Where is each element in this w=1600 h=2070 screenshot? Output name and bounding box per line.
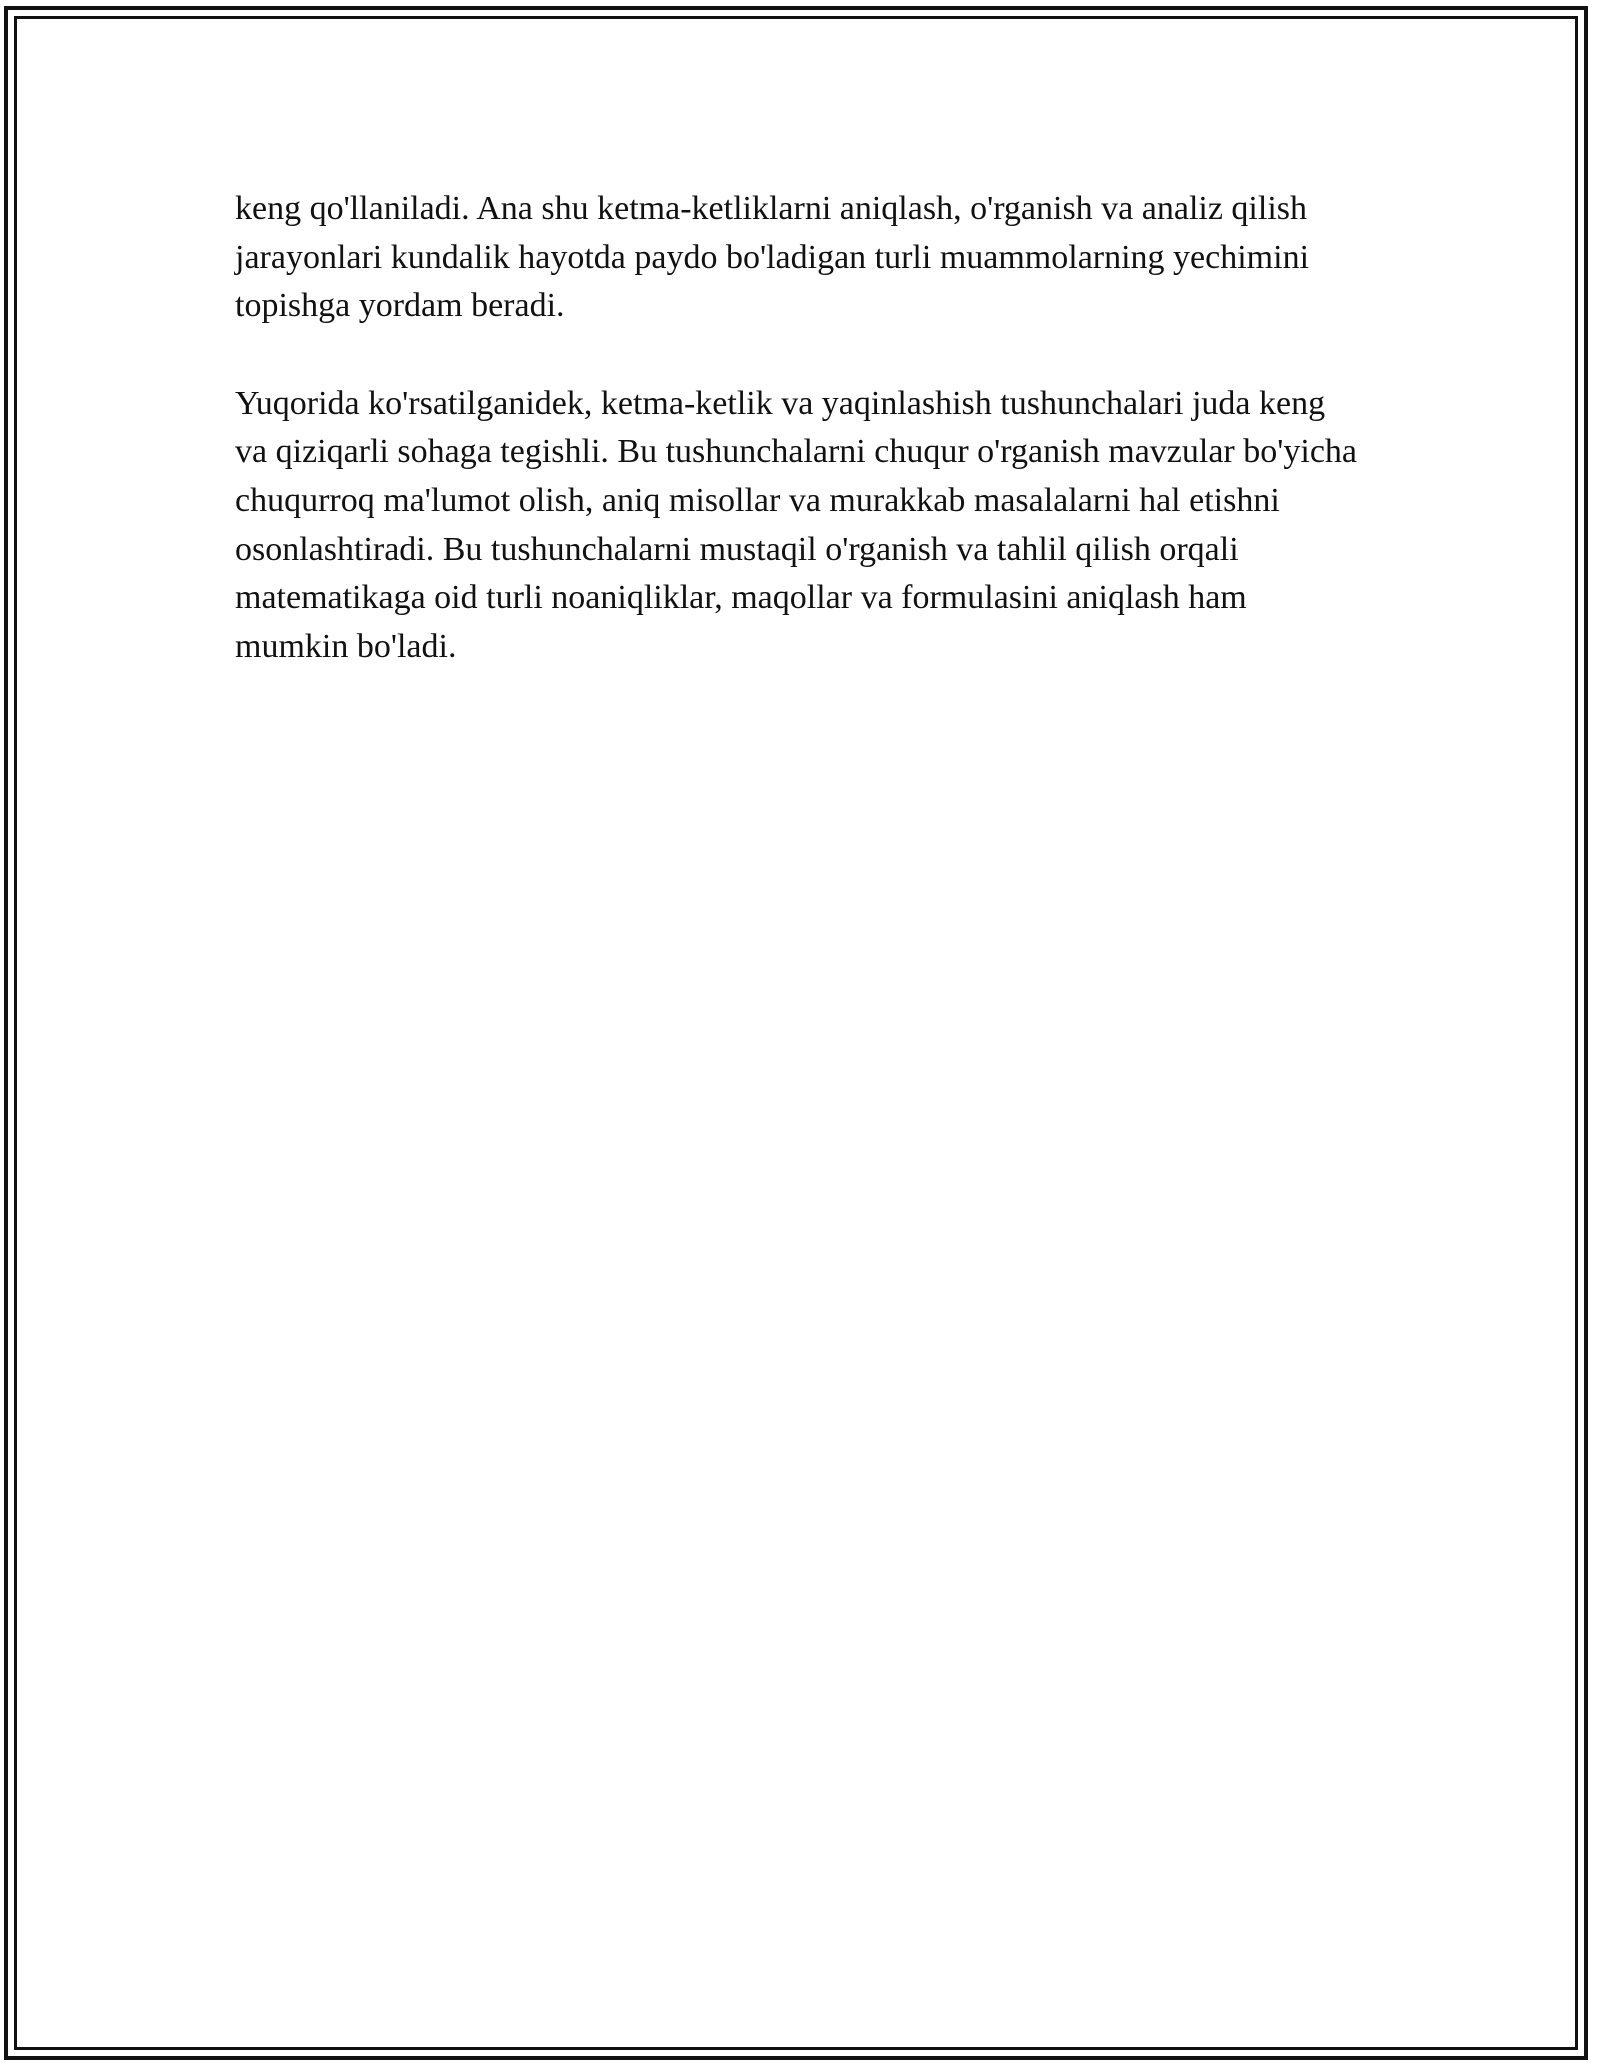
document-body [235,185,1365,671]
paragraph-2: Yuqorida ko'rsatilganidek, ketma-ketlik va yaqinlashish tushunchalari juda keng va qiziqarli sohaga tegishli. Bu tushunchalarni chuqur o'rganish mavzular bo'yicha chuqurroq ma'lumot olish, aniq misollar va murakkab masalalarni hal etishni osonlashtiradi. Bu tushunchalarni mustaqil o'rganish va tahlil qilish orqali matematikaga oid turli noaniqliklar, maqollar va formulasini aniqlash ham mumkin bo'ladi. [235,384,1357,665]
paragraph-1: keng qo'llaniladi. Ana shu ketma-ketliklarni aniqlash, o'rganish va analiz qilish jarayonlari kundalik hayotda paydo bo'ladigan turli muammolarning yechimini topishga yordam beradi. [235,190,1310,325]
